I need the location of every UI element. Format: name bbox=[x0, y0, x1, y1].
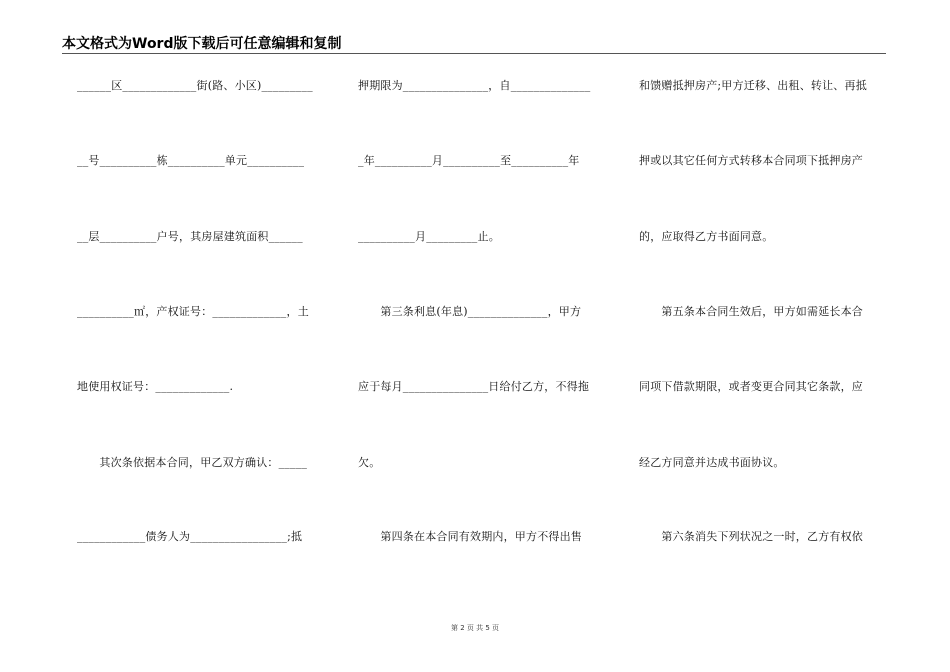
text-line: 押期限为_______________，自______________ bbox=[358, 79, 591, 92]
text-line: ______区_____________街(路、小区)_________ bbox=[77, 79, 313, 92]
text-line: 第六条消失下列状况之一时，乙方有权依 bbox=[639, 530, 863, 543]
text-line: 第三条利息(年息)______________，甲方 bbox=[358, 305, 582, 318]
text-line: 欠。 bbox=[358, 456, 381, 469]
text-line: 第四条在本合同有效期内，甲方不得出售 bbox=[358, 530, 582, 543]
text-line: ____________债务人为_________________;抵 bbox=[77, 530, 303, 543]
text-line: 其次条依据本合同，甲乙双方确认：_____ bbox=[77, 456, 308, 469]
text-line: __层__________户号，其房屋建筑面积______ bbox=[77, 230, 303, 243]
text-line: __________月_________止。 bbox=[358, 230, 500, 243]
text-line: 地使用权证号：_____________. bbox=[77, 380, 234, 393]
document-header-title: 本文格式为Word版下载后可任意编辑和复制 bbox=[62, 36, 342, 52]
text-line: 的，应取得乙方书面同意。 bbox=[639, 230, 774, 243]
text-line: __________㎡，产权证号：_____________，土 bbox=[77, 305, 309, 318]
text-line: 经乙方同意并达成书面协议。 bbox=[639, 456, 785, 469]
text-line: 和馈赠抵押房产;甲方迁移、出租、转让、再抵 bbox=[639, 79, 867, 92]
text-line: 应于每月_______________日给付乙方，不得拖 bbox=[358, 380, 590, 393]
header-divider bbox=[62, 53, 886, 54]
text-line: __号__________栋__________单元__________ bbox=[77, 154, 305, 167]
text-line: _年__________月__________至__________年 bbox=[358, 154, 580, 167]
text-line: 押或以其它任何方式转移本合同项下抵押房产 bbox=[639, 154, 863, 167]
text-line: 第五条本合同生效后，甲方如需延长本合 bbox=[639, 305, 863, 318]
text-line: 同项下借款期限，或者变更合同其它条款，应 bbox=[639, 380, 863, 393]
page-number: 第 2 页 共 5 页 bbox=[450, 624, 500, 632]
